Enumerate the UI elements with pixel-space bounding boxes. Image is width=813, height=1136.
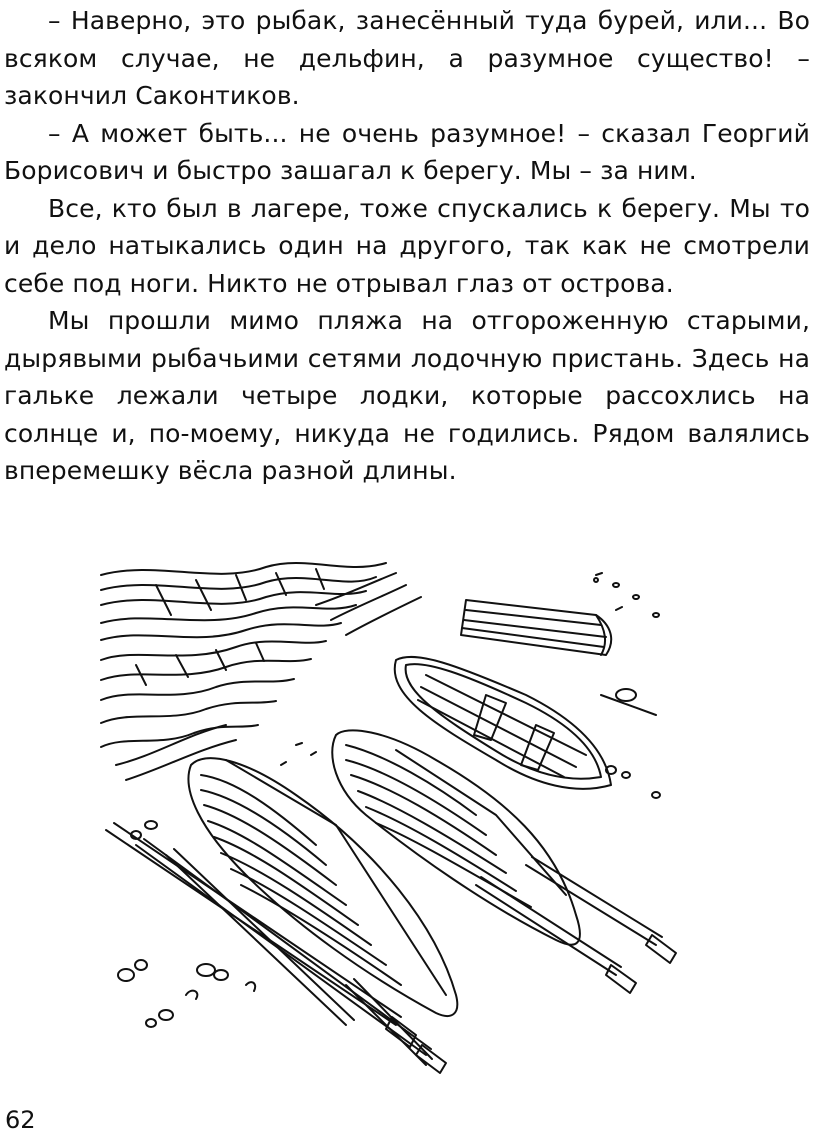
page-number: 62 (5, 1106, 36, 1134)
boat-large-left (188, 758, 457, 1016)
boat-middle (332, 730, 580, 944)
boats-illustration (96, 555, 686, 1085)
paragraph-3: Все, кто был в лагере, тоже спускались к берегу. Мы то и дело натыкались один на другого, так как не смотрели себе под ноги. Никто не отрывал глаз от острова. (4, 193, 810, 298)
paragraph-4: Мы прошли мимо пляжа на отгороженную старыми, дырявыми рыбачьими сетями лодочную пристань. Здесь на гальке лежали четыре лодки, которые рассохлись на солнце и, по-моему, никуда не годились. Рядом валялись вперемешку вёсла разной длины. (4, 306, 810, 485)
water-waves (101, 563, 421, 780)
paragraph-1: – Наверно, это рыбак, занесённый туда бурей, или... Во всяком случае, не дельфин, а разумное существо! – закончил Саконтиков. (4, 6, 810, 110)
paragraph-2: – А может быть... не очень разумное! – сказал Георгий Борисович и быстро зашагал к берегу. Мы – за ним. (4, 118, 810, 185)
oars (106, 823, 676, 1073)
boat-top-right (461, 600, 611, 655)
pebbles (118, 573, 660, 1027)
body-text (4, 2, 810, 490)
